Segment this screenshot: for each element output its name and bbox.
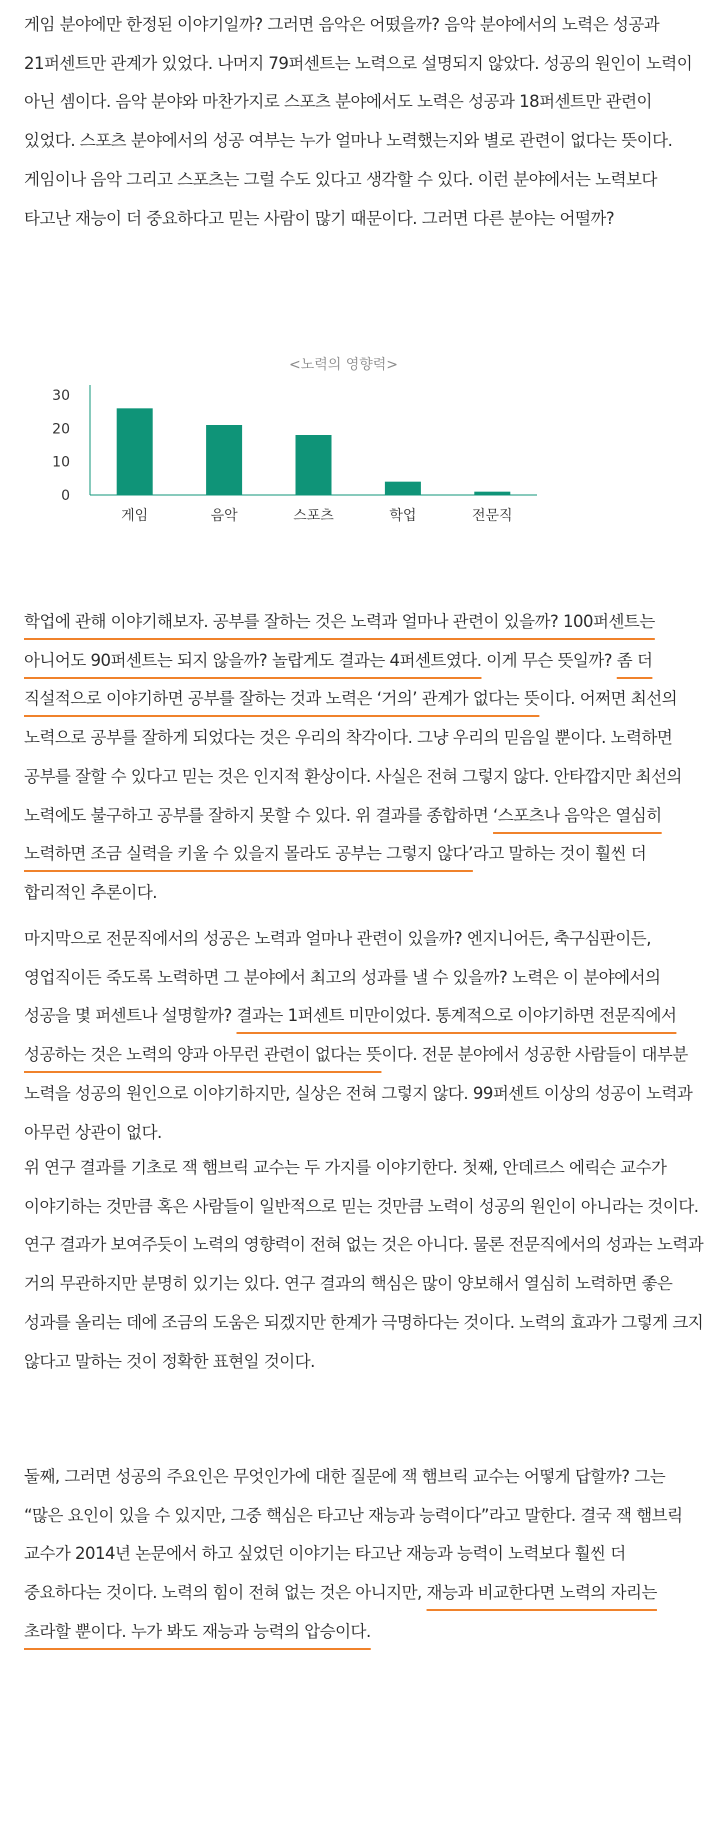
highlighted-text: ‘스포츠나 음악은 열심히 노력하면 조금 실력을 키울 수 있을지 몰라도 공부는 그렇지 않다’ bbox=[24, 805, 662, 864]
text-segment: 이게 무슨 뜻일까? bbox=[481, 650, 617, 670]
text-segment: 게임 분야에만 한정된 이야기일까? 그러면 음악은 어떴을까? 음악 분야에서의 노력은 성공과 21퍼센트만 관계가 있었다. 나머지 79퍼센트는 노력으로 설명되지 않았다. 성공의 원인이 노력이 아닌 셈이다. 음악 분야와 마찬가지로 스포츠 분야에서도 노력은 성공과 18퍼센트만 관련이 있었다. 스포츠 분야에서의 성공 여부는 누가 얼마나 노력했는지와 별로 관련이 없다는 뜻이다. 게임이나 음악 그리고 스포츠는 그럴 수도 있다고 생각할 수 있다. 이런 분야에서는 노력보다 타고난 재능이 더 중요하다고 믿는 사람이 많기 때문이다. 그러면 다른 분야는 어떨까? bbox=[24, 15, 693, 228]
text-segment: 둘째, 그러면 성공의 주요인은 무엇인가에 대한 질문에 잭 햄브릭 교수는 어떻게 답할까? 그는 “많은 요인이 있을 수 있지만, 그중 핵심은 타고난 재능과 능력이다”라고 말한다. 결국 잭 햄브릭 교수가 2014년 논문에서 하고 싶었던 이야기는 타고난 재능과 능력이 노력보다 훨씬 더 중요하다는 것이다. 노력의 힘이 전혀 없는 것은 아니지만, bbox=[24, 1467, 683, 1603]
text-segment: 이다. 어쩌면 최선의 노력으로 공부를 잘하게 되었다는 것은 우리의 착각이다. 그냥 우리의 믿음일 뿐이다. 노력하면 공부를 잘할 수 있다고 믿는 것은 인지적 환상이다. 사실은 전혀 그렇지 않다. 안타깝지만 최선의 노력에도 불구하고 공부를 잘하지 못할 수 있다. 위 결과를 종합하면 bbox=[24, 689, 682, 825]
x-tick-label: 학업 bbox=[389, 508, 417, 524]
x-tick-label: 스포츠 bbox=[293, 508, 334, 524]
highlighted-text: 재능과 비교한다면 노력의 자리는 초라할 뿐이다. 누가 봐도 재능과 능력의 압승이다. bbox=[24, 1583, 657, 1641]
text-segment: 이다. 전문 분야에서 성공한 사람들이 대부분 노력을 성공의 원인으로 이야기하지만, 실상은 전혀 그렇지 않다. 99퍼센트 이상의 성공이 노력과 아무런 상관이 없다. bbox=[24, 1045, 693, 1142]
bar-4 bbox=[385, 482, 421, 495]
highlighted-text: 좀 더 직설적으로 이야기하면 공부를 잘하는 것과 노력은 ‘거의’ 관계가 없다는 뜻 bbox=[24, 650, 653, 709]
paragraph-conclusion-one bbox=[24, 1149, 704, 1381]
highlighted-text: 결과는 1퍼센트 미만이었다. 통계적으로 이야기하면 전문직에서 성공하는 것은 노력의 양과 아무런 관련이 없다는 뜻 bbox=[24, 1006, 677, 1065]
x-tick-label: 음악 bbox=[210, 508, 238, 524]
paragraph-conclusion-two bbox=[24, 1458, 704, 1652]
text-segment: 라고 말하는 것이 훨씬 더 합리적인 추론이다. bbox=[24, 844, 647, 902]
bar-1 bbox=[117, 408, 153, 495]
y-tick-label: 0 bbox=[61, 488, 70, 504]
effort-influence-bar-chart bbox=[40, 345, 640, 560]
y-tick-label: 30 bbox=[52, 388, 70, 404]
bar-2 bbox=[206, 425, 242, 495]
bar-5 bbox=[474, 492, 510, 495]
highlighted-text: 학업에 관해 이야기해보자. 공부를 잘하는 것은 노력과 얼마나 관련이 있을까? 100퍼센트는 아니어도 90퍼센트는 되지 않을까? 놀랍게도 결과는 4퍼센트였다. bbox=[24, 612, 655, 670]
bar-3 bbox=[296, 435, 332, 495]
paragraph-professions bbox=[24, 920, 704, 1152]
text-segment: 위 연구 결과를 기초로 잭 햄브릭 교수는 두 가지를 이야기한다. 첫째, 안데르스 에릭슨 교수가 이야기하는 것만큼 혹은 사람들이 일반적으로 믿는 것만큼 노력이 성공의 원인이 아니라는 것이다. 연구 결과가 보여주듯이 노력의 영향력이 전혀 없는 것은 아니다. 물론 전문직에서의 성과는 노력과 거의 무관하지만 분명히 있기는 있다. 연구 결과의 핵심은 많이 양보해서 열심히 노력하면 좋은 성과를 올리는 데에 조금의 도움은 되겠지만 한계가 극명하다는 것이다. 노력의 효과가 그렇게 크지 않다고 말하는 것이 정확한 표현일 것이다. bbox=[24, 1158, 704, 1371]
paragraph-music-sports bbox=[24, 6, 704, 238]
y-tick-label: 10 bbox=[52, 454, 70, 471]
chart-title: <노력의 영향력> bbox=[288, 357, 399, 373]
x-tick-label: 게임 bbox=[121, 508, 149, 524]
x-tick-label: 전문직 bbox=[472, 508, 513, 524]
text-segment: 마지막으로 전문직에서의 성공은 노력과 얼마나 관련이 있을까? 엔지니어든, 축구심판이든, 영업직이든 죽도록 노력하면 그 분야에서 최고의 성과를 낼 수 있을까? 노력은 이 분야에서의 성공을 몇 퍼센트나 설명할까? bbox=[24, 929, 661, 1026]
paragraph-academics bbox=[24, 603, 704, 913]
y-tick-label: 20 bbox=[52, 421, 70, 438]
